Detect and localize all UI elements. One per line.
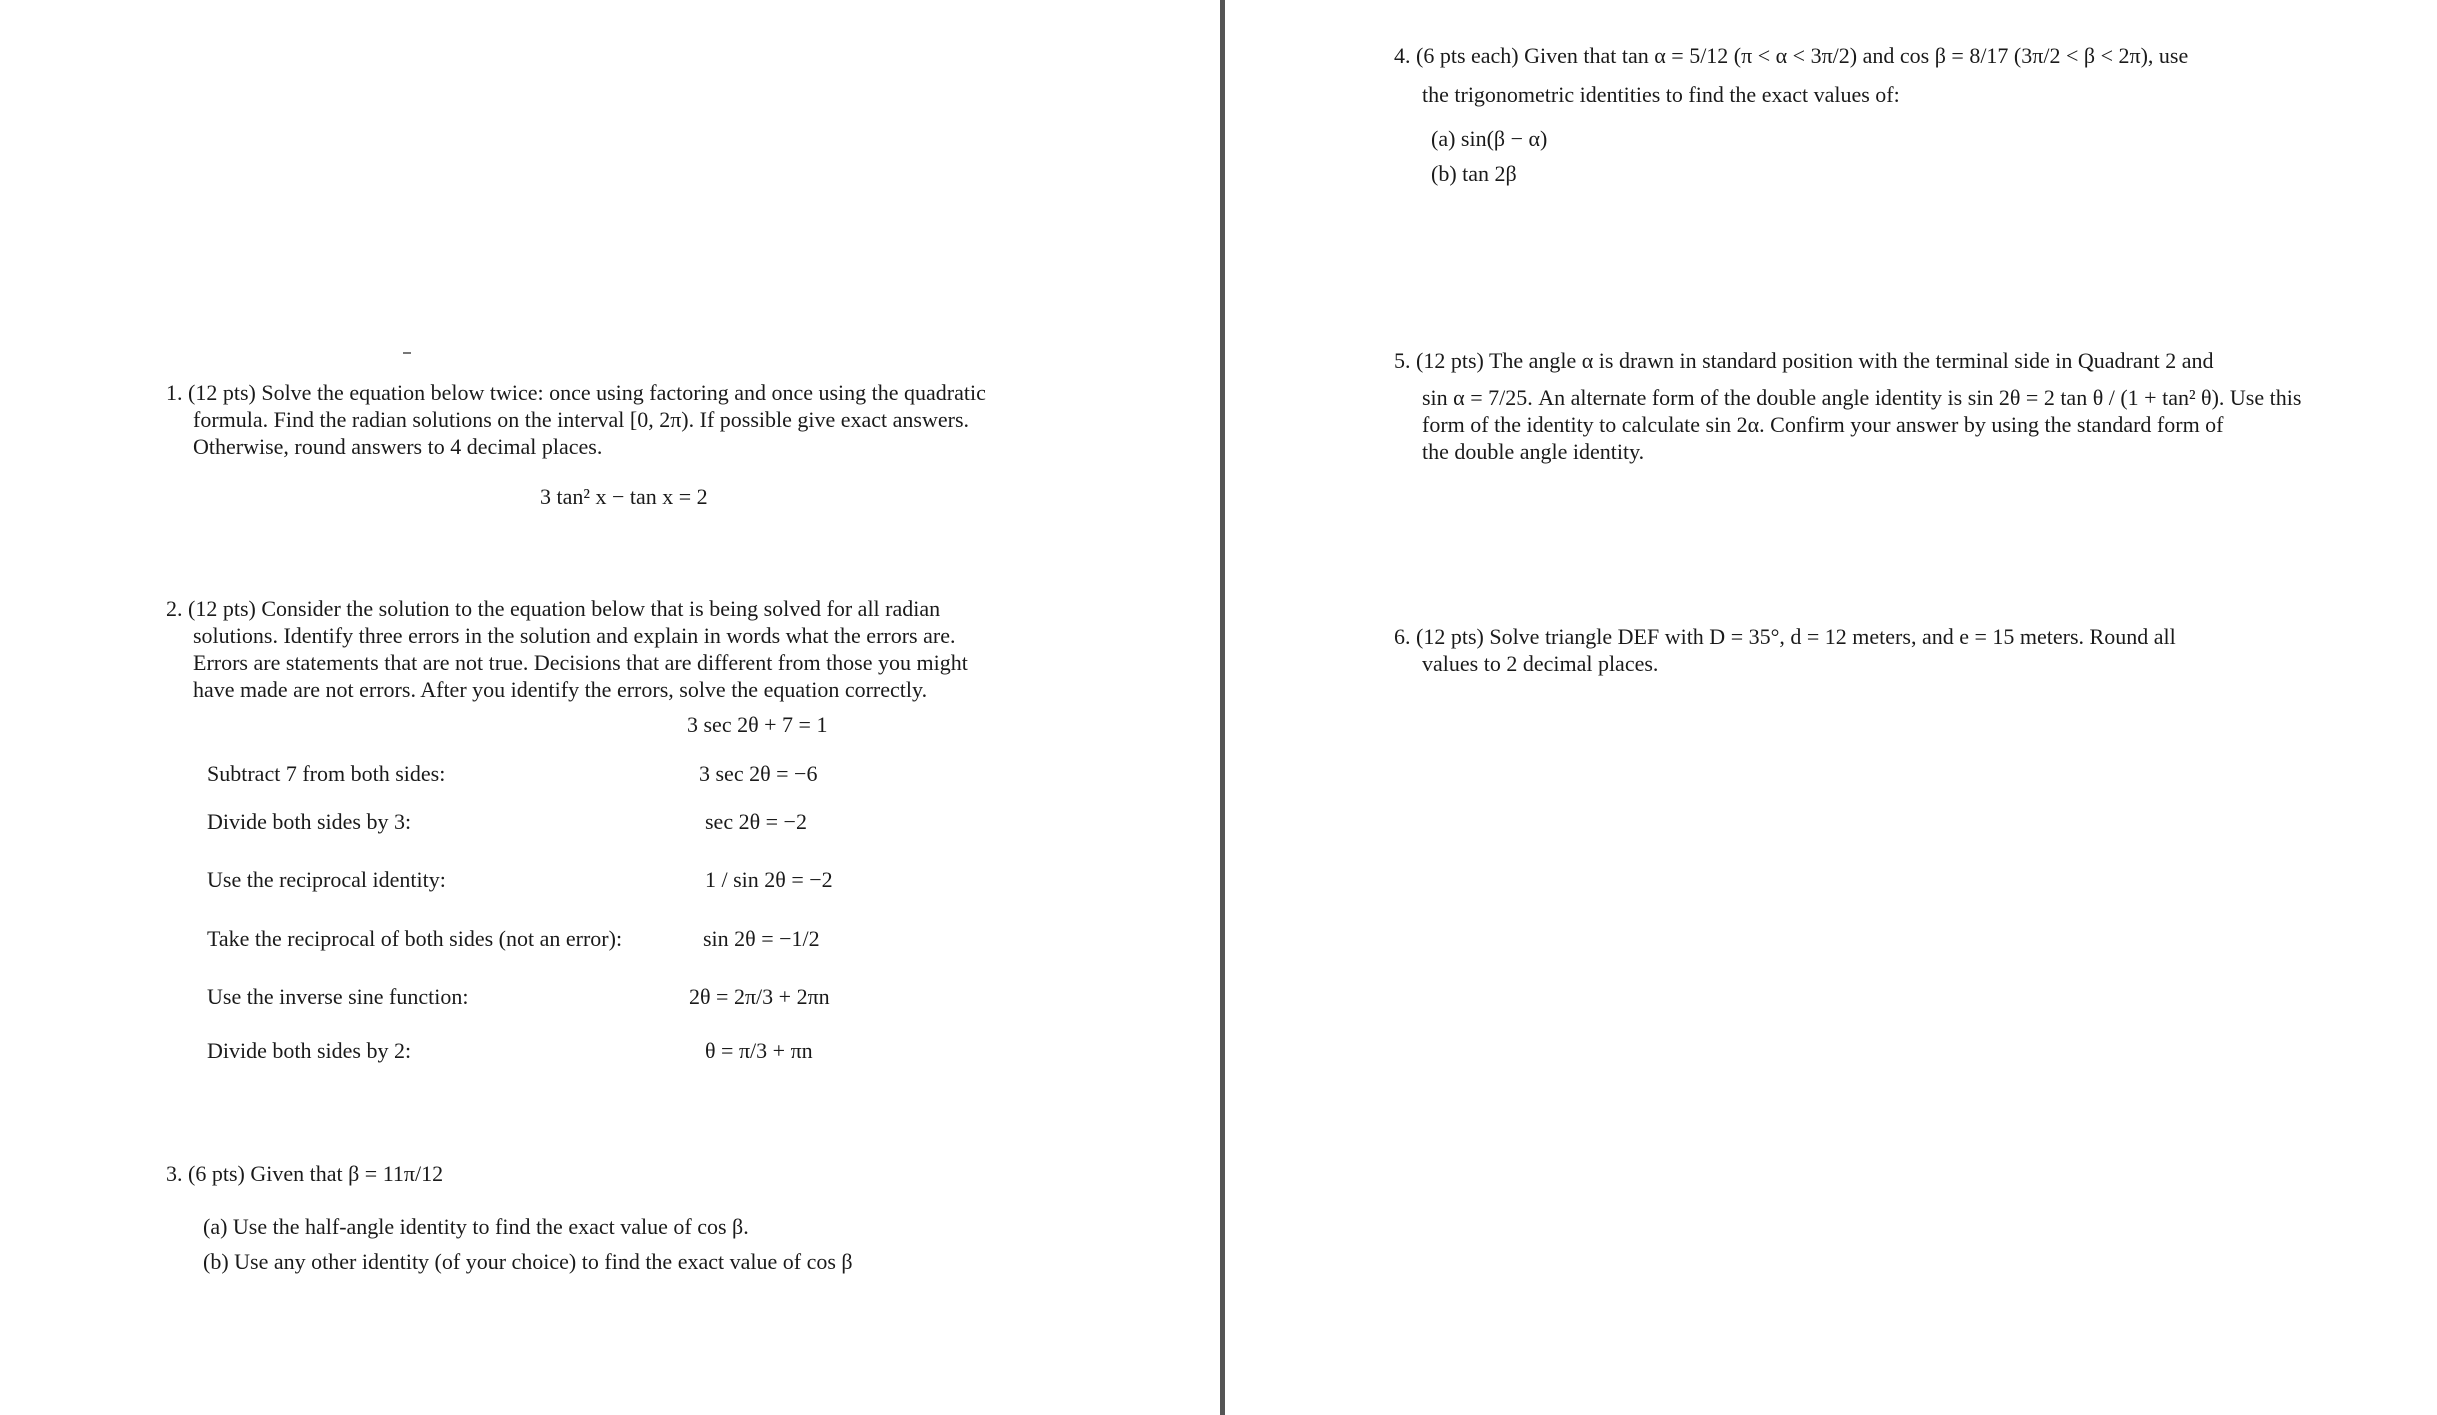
part-text: sin(β − α) [1460,126,1548,151]
page-divider [1220,0,1225,1415]
question-points: (6 pts each) [1416,43,1519,68]
step-math: 3 sec 2θ = −6 [699,761,818,786]
step-label: Use the reciprocal identity: [207,867,446,892]
step-label: Take the reciprocal of both sides (not an error): [207,926,623,951]
question-number: 6. [1394,624,1411,649]
question-2-equation: 3 sec 2θ + 7 = 1 [687,712,828,737]
step-math: sec 2θ = −2 [705,809,807,834]
step-math: sin 2θ = −1/2 [703,926,820,951]
question-1-line-3: Otherwise, round answers to 4 decimal places. [193,434,603,459]
question-3-part-a [203,1213,749,1240]
step-label: Divide both sides by 2: [207,1038,412,1063]
step-math: 1 / sin 2θ = −2 [705,867,833,892]
question-5-line-4: the double angle identity. [1422,439,1645,464]
question-number: 2. [166,596,183,621]
question-number: 5. [1394,348,1411,373]
question-points: (12 pts) [1416,348,1484,373]
question-3 [166,1160,1066,1187]
question-3-given: β = 11π/12 [348,1161,444,1186]
question-3-part-b [203,1248,853,1275]
question-6-line-2: values to 2 decimal places. [1422,651,1659,676]
stray-mark [403,352,411,354]
question-4 [1394,42,2394,69]
question-5-line-1 [1394,347,2394,374]
question-number: 1. [166,380,183,405]
question-1-line-1 [166,379,1076,406]
step-label: Subtract 7 from both sides: [207,761,446,786]
question-number: 3. [166,1161,183,1186]
step-label: Use the inverse sine function: [207,984,469,1009]
step-math: 2θ = 2π/3 + 2πn [689,984,830,1009]
part-text: Use the half-angle identity to find the exact value of cos β. [232,1214,749,1239]
question-6-line-1 [1394,623,2394,650]
page-right [1226,0,2437,1415]
part-label: (b) [1431,161,1457,186]
question-5-line-2: sin α = 7/25. An alternate form of the double angle identity is sin 2θ = 2 tan θ / (1 + tan² θ). Use this [1422,385,2302,410]
part-label: (b) [203,1249,229,1274]
question-1 [166,379,1076,460]
question-5-line-3: form of the identity to calculate sin 2α. Confirm your answer by using the standard form of [1422,412,2224,437]
question-4-given: Given that tan α = 5/12 (π < α < 3π/2) and cos β = 8/17 (3π/2 < β < 2π), use [1524,43,2189,68]
question-4-part-a [1431,125,1547,152]
part-label: (a) [203,1214,228,1239]
part-text: tan 2β [1462,161,1517,186]
question-2 [166,595,1076,703]
question-text: Given that [250,1161,343,1186]
question-2-line-1 [166,595,1076,622]
question-points: (12 pts) [1416,624,1484,649]
part-label: (a) [1431,126,1456,151]
question-number: 4. [1394,43,1411,68]
question-text: Solve the equation below twice: once using factoring and once using the quadratic [261,380,986,405]
question-4-part-b [1431,160,1517,187]
part-text: Use any other identity (of your choice) to find the exact value of cos β [234,1249,853,1274]
question-text: The angle α is drawn in standard position with the terminal side in Quadrant 2 and [1488,348,2214,373]
step-math: θ = π/3 + πn [705,1038,813,1063]
question-points: (12 pts) [188,596,256,621]
question-points: (6 pts) [188,1161,245,1186]
question-points: (12 pts) [188,380,256,405]
question-2-line-3: Errors are statements that are not true. Decisions that are different from those you might [193,650,968,675]
question-5 [1394,347,2394,465]
question-6 [1394,623,2394,677]
question-text: Solve triangle DEF with D = 35°, d = 12 meters, and e = 15 meters. Round all [1489,624,2176,649]
question-4-line-2: the trigonometric identities to find the exact values of: [1422,82,1900,107]
step-label: Divide both sides by 3: [207,809,412,834]
question-text: Consider the solution to the equation below that is being solved for all radian [261,596,941,621]
question-1-line-2: formula. Find the radian solutions on the interval [0, 2π). If possible give exact answers. [193,407,970,432]
question-2-line-4: have made are not errors. After you identify the errors, solve the equation correctly. [193,677,928,702]
question-2-line-2: solutions. Identify three errors in the solution and explain in words what the errors are. [193,623,956,648]
question-1-equation: 3 tan² x − tan x = 2 [540,484,708,509]
